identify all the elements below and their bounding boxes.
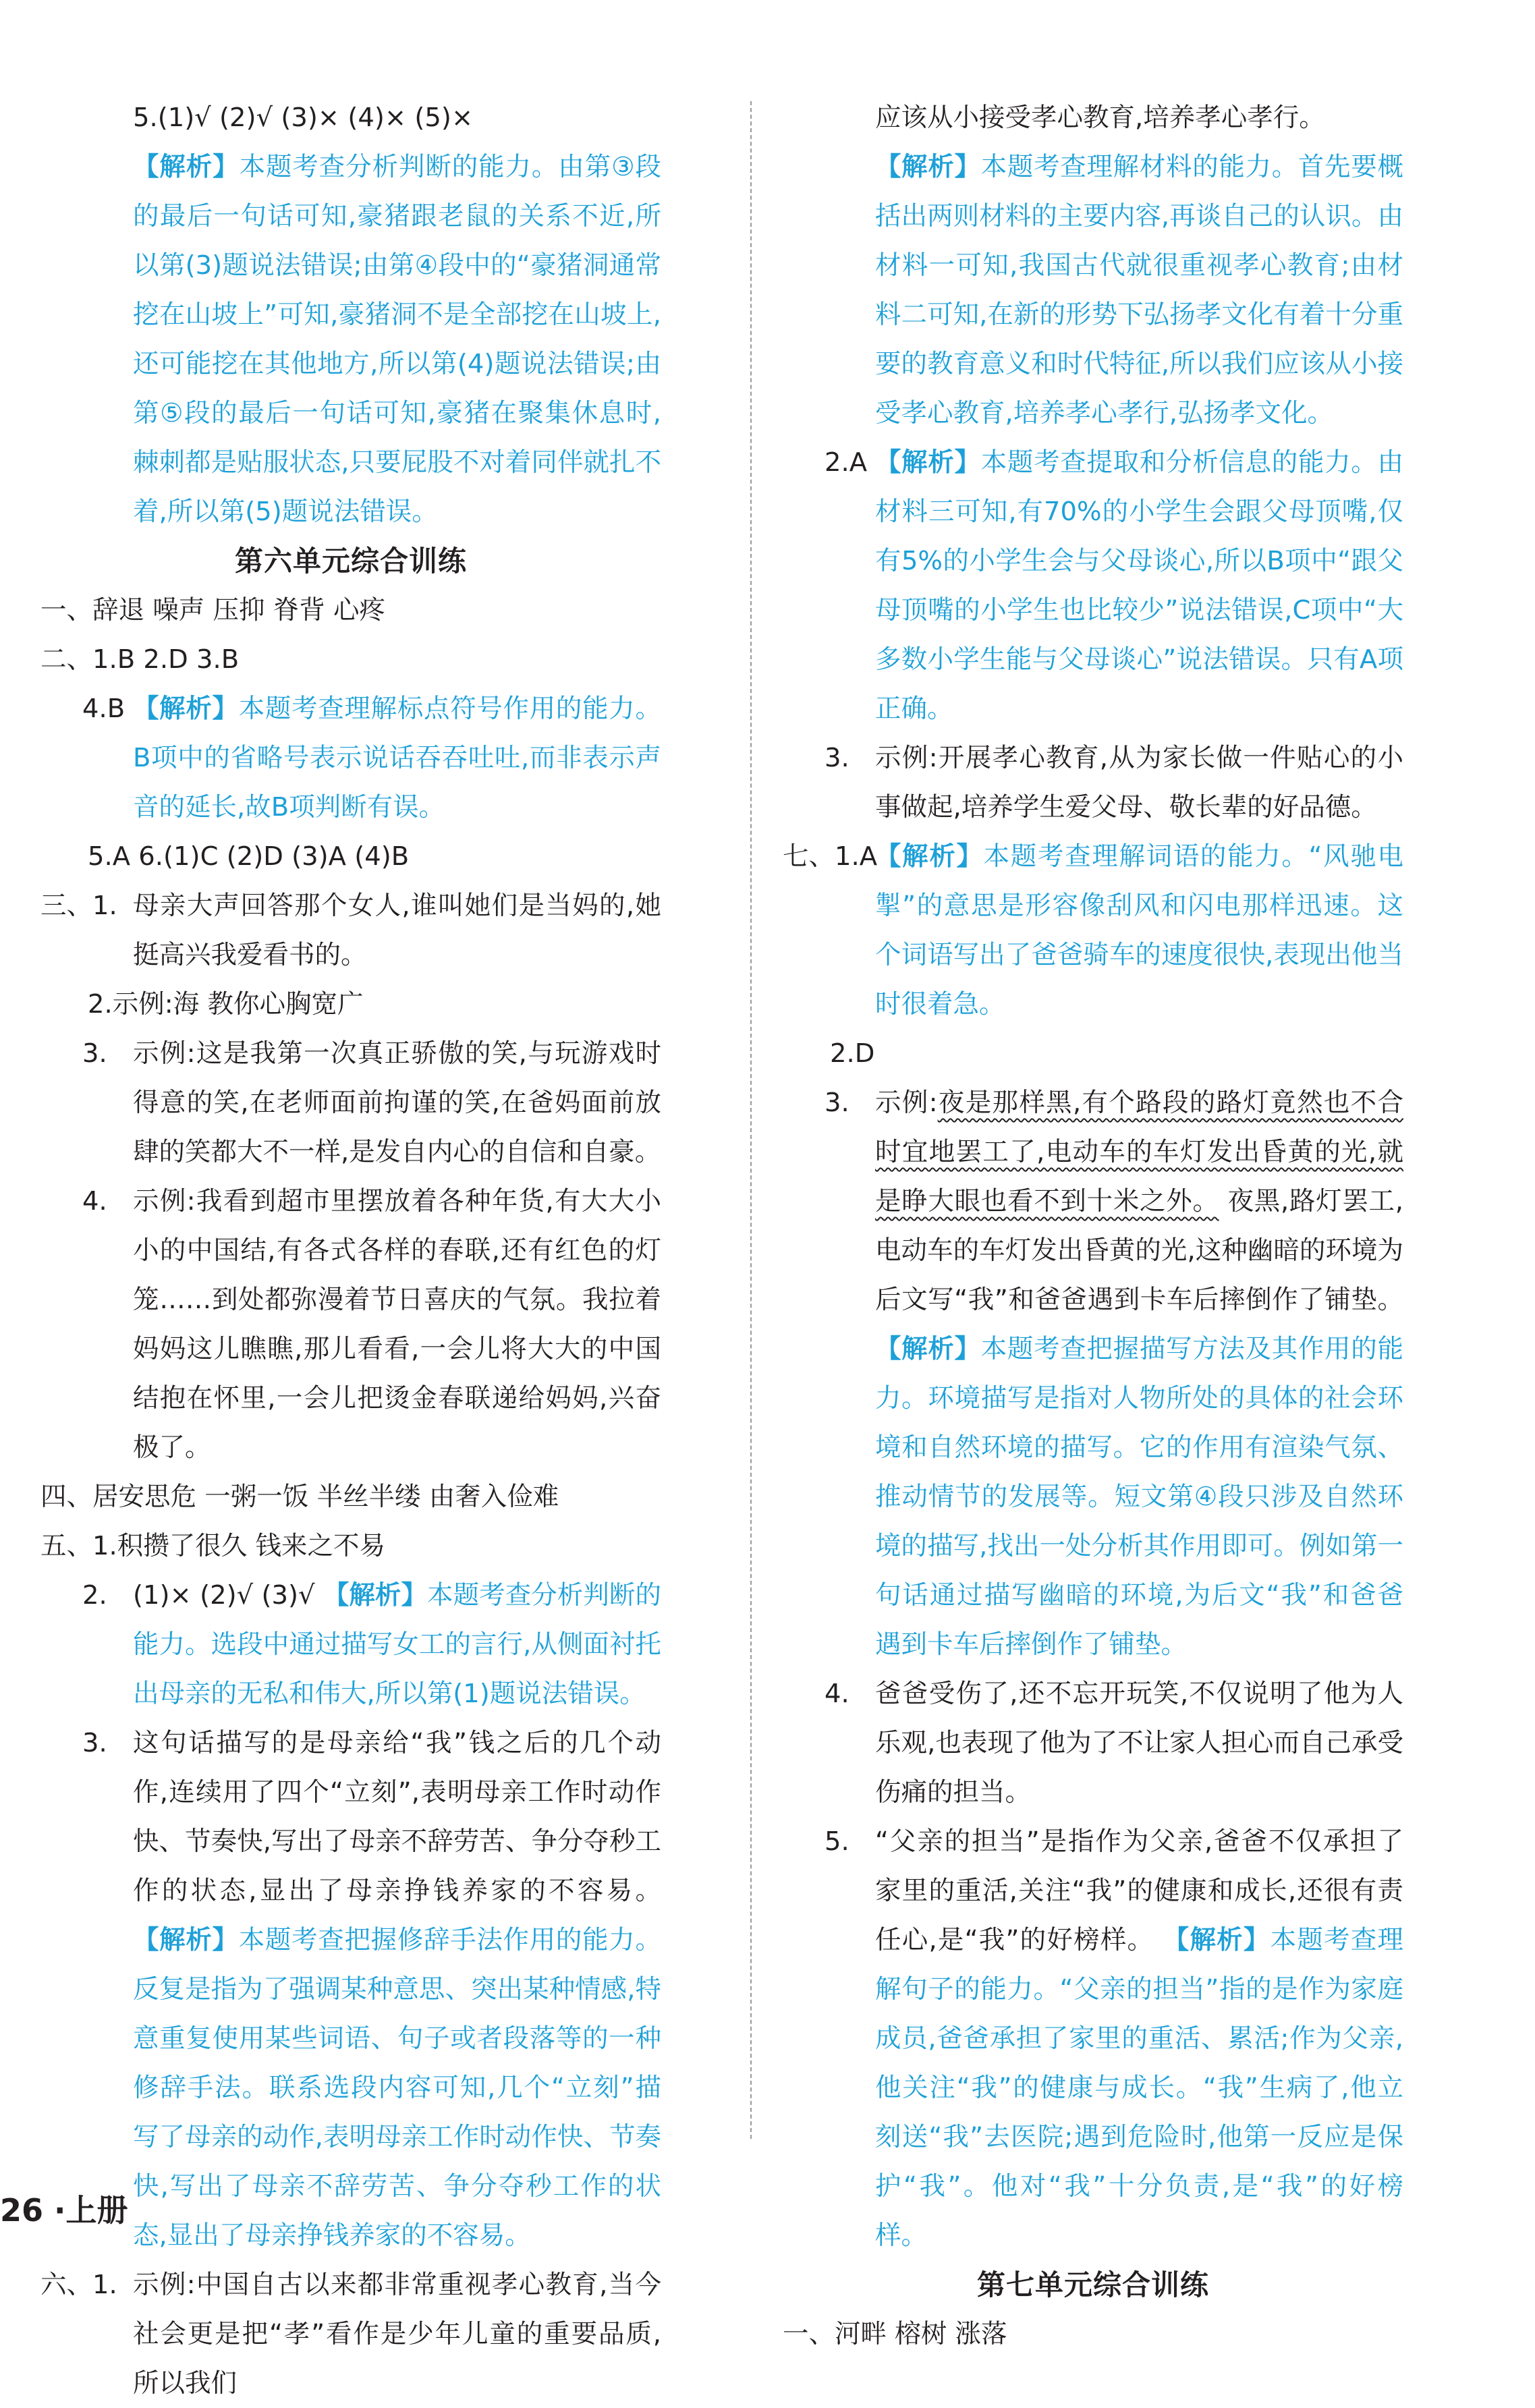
answer-item xyxy=(40,586,661,635)
answer-text: 示例:我看到超市里摆放着各种年货,有大大小小的中国结,有各式各样的春联,还有红色的灯笼……到处都弥漫着节日喜庆的气氛。我拉着妈妈这儿瞧瞧,那儿看看,一会儿将大大的中国结抱在怀里,一会儿把烫金春联递给妈妈,兴奋极了。 xyxy=(133,1186,661,1463)
analysis-label: 【解析】 xyxy=(875,447,981,478)
analysis-label: 【解析】 xyxy=(323,1580,428,1611)
answer-item xyxy=(40,684,661,832)
answer-text: 爸爸受伤了,还不忘开玩笑,不仅说明了他为人乐观,也表现了他为了不让家人担心而自己承受伤痛的担当。 xyxy=(875,1679,1403,1808)
answer-text: 二、1.B 2.D 3.B xyxy=(40,644,240,675)
answer-text: 2.D xyxy=(830,1038,875,1069)
answer-text: 示例:中国自古以来都非常重视孝心教育,当今社会更是把“孝”看作是少年儿童的重要品质,所以我们 xyxy=(133,2270,661,2399)
analysis-text: 本题考查理解句子的能力。“父亲的担当”指的是作为家庭成员,爸爸承担了家里的重活、累活;作为父亲,他关注“我”的健康与成长。“我”生病了,他立刻送“我”去医院;遇到危险时,他第一反应是保护“我”。他对“我”十分负责,是“我”的好榜样。 xyxy=(875,1925,1403,2251)
analysis-text: 本题考查把握修辞手法作用的能力。反复是指为了强调某种意思、突出某种情感,特意重复使用某些词语、句子或者段落等的一种修辞手法。联系选段内容可知,几个“立刻”描写了母亲的动作,表明母亲工作时动作快、节奏快,写出了母亲不辞劳苦、争分夺秒工作的状态,显出了母亲挣钱养家的不容易。 xyxy=(133,1925,661,2251)
item-number: 2. xyxy=(82,1580,107,1611)
answer-item xyxy=(783,438,1403,733)
answer-item xyxy=(783,1029,1403,1078)
analysis-text: 本题考查分析判断的能力。由第③段的最后一句话可知,豪猪跟老鼠的关系不近,所以第(3)题说法错误;由第④段中的“豪猪洞通常挖在山坡上”可知,豪猪洞不是全部挖在山坡上,还可能挖在其他地方,所以第(4)题说法错误;由第⑤段的最后一句话可知,豪猪在聚集休息时,棘刺都是贴服状态,只要屁股不对着同伴就扎不着,所以第(5)题说法错误。 xyxy=(133,152,661,527)
answer-item xyxy=(783,1817,1403,2260)
answer-item xyxy=(40,635,661,684)
analysis-label: 【解析】 xyxy=(133,694,239,724)
analysis-label: 【解析】 xyxy=(133,1925,239,1955)
answer-item xyxy=(783,733,1403,832)
page-footer: 26 ·上册 xyxy=(0,2192,128,2229)
section-title: 第七单元综合训练 xyxy=(976,2268,1209,2301)
answer-text: 示例:开展孝心教育,从为家长做一件贴心的小事做起,培养学生爱父母、敬长辈的好品德。 xyxy=(875,743,1403,822)
answer-item xyxy=(40,980,661,1029)
item-number: 三、1. xyxy=(40,891,117,921)
answer-text: “父亲的担当”是指作为父亲,爸爸不仅承担了家里的重活,关注“我”的健康和成长,还很有责任心,是“我”的好榜样。 xyxy=(875,1826,1403,1955)
analysis-label: 【解析】 xyxy=(133,152,240,182)
item-number: 4.B xyxy=(82,694,125,724)
analysis-label: 【解析】 xyxy=(875,841,984,872)
marked-sentence: 夜是那样黑,有个路段的路灯竟然也不合时宜地罢工了,电动车的车灯发出昏黄的光,就是睁大眼也看不到十米之外。 xyxy=(875,1088,1403,1216)
answer-text: 示例:这是我第一次真正骄傲的笑,与玩游戏时得意的笑,在老师面前拘谨的笑,在爸妈面前放肆的笑都大不一样,是发自内心的自信和自豪。 xyxy=(133,1038,661,1167)
answer-text: 四、居安思危 一粥一饭 半丝半缕 由奢入俭难 xyxy=(40,1482,559,1512)
analysis-text: 本题考查理解材料的能力。首先要概括出两则材料的主要内容,再谈自己的认识。由材料一可知,我国古代就很重视孝心教育;由材料二可知,在新的形势下弘扬孝文化有着十分重要的教育意义和时代特征,所以我们应该从小接受孝心教育,培养孝心孝行,弘扬孝文化。 xyxy=(875,152,1403,428)
left-column xyxy=(40,93,661,2408)
analysis-text: 本题考查把握描写方法及其作用的能力。环境描写是指对人物所处的具体的社会环境和自然环境的描写。它的作用有渲染气氛、推动情节的发展等。短文第④段只涉及自然环境的描写,找出一处分析其作用即可。例如第一句话通过描写幽暗的环境,为后文“我”和爸爸遇到卡车后摔倒作了铺垫。 xyxy=(875,1334,1403,1660)
answer-item xyxy=(40,142,661,536)
answer-item xyxy=(783,93,1403,142)
item-number: 3. xyxy=(82,1728,107,1758)
answer-item xyxy=(783,832,1403,1029)
analysis-text: 本题考查理解词语的能力。“风驰电掣”的意思是形容像刮风和闪电那样迅速。这个词语写出了爸爸骑车的速度很快,表现出他当时很着急。 xyxy=(875,841,1403,1019)
answer-item xyxy=(783,2309,1403,2359)
answer-text: 2.示例:海 教你心胸宽广 xyxy=(88,989,364,1019)
analysis-label: 【解析】 xyxy=(875,1334,981,1364)
answer-item xyxy=(40,1177,661,1472)
analysis-text: 本题考查理解标点符号作用的能力。B项中的省略号表示说话吞吞吐吐,而非表示声音的延长,故B项判断有误。 xyxy=(133,694,661,822)
item-number: 3. xyxy=(82,1038,107,1069)
item-number: 六、1. xyxy=(40,2270,117,2300)
answer-text: 母亲大声回答那个女人,谁叫她们是当妈的,她挺高兴我爱看书的。 xyxy=(133,891,661,970)
answer-text: 一、河畔 榕树 涨落 xyxy=(783,2319,1007,2349)
answer-text: 一、辞退 噪声 压抑 脊背 心疼 xyxy=(40,595,385,625)
item-number: 5. xyxy=(825,1826,849,1857)
answer-text: 5.(1)√ (2)√ (3)× (4)× (5)× xyxy=(133,103,474,133)
column-divider xyxy=(750,101,752,2139)
answer-item xyxy=(40,1472,661,1521)
answer-text: 这句话描写的是母亲给“我”钱之后的几个动作,连续用了四个“立刻”,表明母亲工作时动作快、节奏快,写出了母亲不辞劳苦、争分夺秒工作的状态,显出了母亲挣钱养家的不容易。 xyxy=(133,1728,661,1906)
analysis-text: 本题考查分析判断的能力。选段中通过描写女工的言行,从侧面衬托出母亲的无私和伟大,所以第(1)题说法错误。 xyxy=(133,1580,661,1709)
answer-item xyxy=(783,1078,1403,1669)
answer-item xyxy=(783,142,1403,438)
answer-item xyxy=(40,832,661,881)
item-number: 3. xyxy=(825,743,849,773)
item-number: 4. xyxy=(825,1679,849,1709)
answer-text: 5.A 6.(1)C (2)D (3)A (4)B xyxy=(88,841,410,872)
item-number: 七、1.A xyxy=(783,841,878,872)
item-number: 4. xyxy=(82,1186,107,1216)
analysis-label: 【解析】 xyxy=(1163,1925,1271,1955)
item-number: 2.A xyxy=(825,447,868,478)
answer-item xyxy=(40,1521,661,1571)
answer-text: (1)× (2)√ (3)√ xyxy=(133,1580,323,1611)
answer-item xyxy=(783,1669,1403,1817)
answer-item xyxy=(40,93,661,142)
analysis-text: 本题考查提取和分析信息的能力。由材料三可知,有70%的小学生会跟父母顶嘴,仅有5%的小学生会与父母谈心,所以B项中“跟父母顶嘴的小学生也比较少”说法错误,C项中“大多数小学生能与父母谈心”说法错误。只有A项正确。 xyxy=(875,447,1403,724)
right-column xyxy=(783,93,1403,2359)
section-title: 第六单元综合训练 xyxy=(234,544,467,578)
answer-text: 示例: xyxy=(875,1088,938,1118)
answer-item xyxy=(40,1571,661,1718)
answer-item xyxy=(40,881,661,980)
answer-text: 应该从小接受孝心教育,培养孝心孝行。 xyxy=(875,103,1325,133)
answer-item xyxy=(40,2260,661,2408)
answer-text: 夜黑,路灯罢工,电动车的车灯发出昏黄的光,这种幽暗的环境为后文写“我”和爸爸遇到卡车后摔倒作了铺垫。 xyxy=(875,1186,1403,1315)
item-number: 3. xyxy=(825,1088,849,1118)
answer-text: 五、1.积攒了很久 钱来之不易 xyxy=(40,1531,385,1561)
answer-item xyxy=(40,1029,661,1177)
answer-item xyxy=(40,1718,661,2260)
analysis-label: 【解析】 xyxy=(875,152,981,182)
